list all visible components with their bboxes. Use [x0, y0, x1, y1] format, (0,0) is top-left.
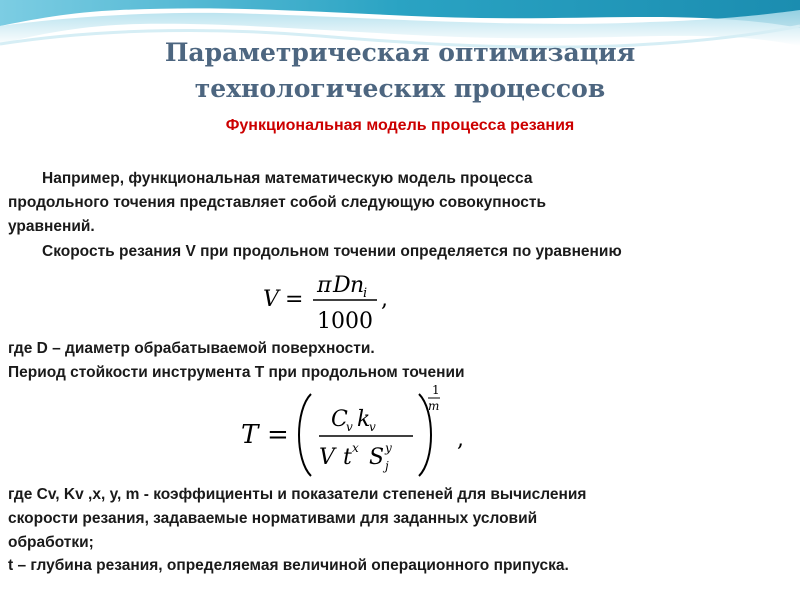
formula-v-n-sub: i	[363, 286, 368, 301]
formula-t-lhs: T	[241, 420, 259, 450]
formula-t-k-sub: v	[369, 420, 376, 434]
formula-t-den-t-sup: x	[352, 441, 359, 455]
speed-sentence: Скорость резания V при продольном точении определяется по уравнению	[42, 243, 622, 260]
paragraph1-line3: уравнений.	[8, 218, 95, 235]
formula-t-den-v: V	[319, 445, 335, 470]
formula-v-n: n	[350, 273, 365, 298]
where-coeffs-line1: где Cv, Kv ,x, y, m - коэффициенты и показатели степеней для вычисления	[8, 486, 587, 503]
period-sentence: Период стойкости инструмента T при продольном точении	[8, 364, 465, 381]
where-d-line: где D – диаметр обрабатываемой поверхности.	[8, 340, 375, 357]
tool-life-formula	[235, 380, 485, 480]
formula-v-pi: π	[317, 273, 332, 298]
where-coeffs-line3: обработки;	[8, 534, 94, 551]
cutting-speed-formula	[255, 266, 405, 336]
paragraph1-line1: Например, функциональная математическую модель процесса	[42, 170, 533, 187]
where-coeffs-line2: скорости резания, задаваемые нормативами для заданных условий	[8, 510, 538, 527]
formula-t-left-paren	[299, 394, 311, 476]
formula-t-exp-num: 1	[432, 383, 440, 397]
formula-v-trail: ,	[381, 287, 388, 312]
slide-subtitle: Функциональная модель процесса резания	[225, 117, 575, 134]
where-t-line: t – глубина резания, определяемая величиной операционного припуска.	[8, 557, 569, 574]
formula-v-den: 1000	[317, 309, 373, 334]
formula-t-exp-den: m	[428, 399, 440, 413]
formula-t-c-sub: v	[346, 420, 353, 434]
formula-t-den-s-sup: y	[385, 441, 392, 455]
formula-t-den-s-sub: j	[385, 459, 389, 473]
formula-v-eq: =	[285, 287, 304, 312]
formula-v-d: D	[333, 273, 351, 298]
formula-v-lhs: V	[263, 287, 279, 312]
formula-t-k: k	[357, 407, 371, 432]
formula-t-c: C	[331, 407, 348, 432]
formula-t-trail: ,	[457, 427, 464, 452]
formula-t-eq: =	[267, 420, 289, 450]
slide-title-line2: технологических процессов	[194, 74, 606, 103]
formula-t-den-t: t	[343, 445, 352, 470]
formula-t-den-s: S	[369, 445, 385, 470]
paragraph1-line2: продольного точения представляет собой следующую совокупность	[8, 194, 546, 211]
slide-title-line1: Параметрическая оптимизация	[164, 38, 636, 67]
